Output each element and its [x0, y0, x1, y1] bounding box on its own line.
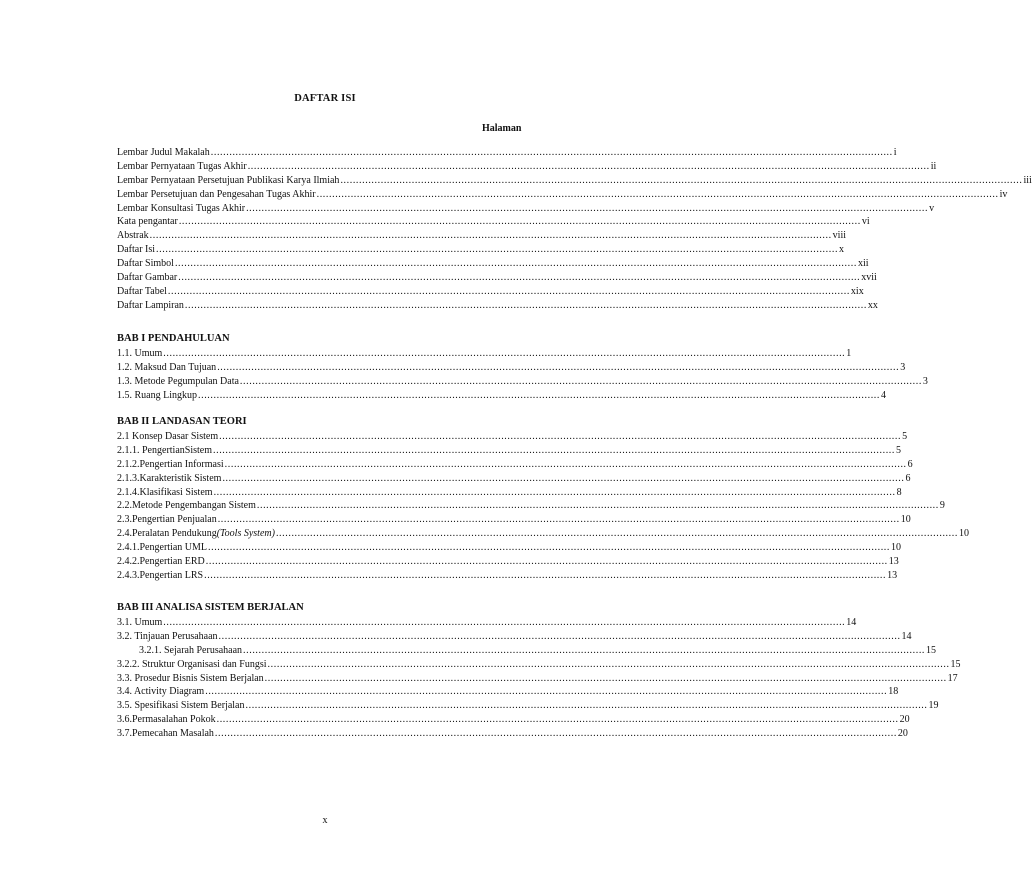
- toc-entry-page: 20: [897, 728, 908, 740]
- toc-entry-title: [117, 685, 204, 699]
- toc-entry-title: [117, 513, 217, 527]
- toc-entry-label: 2.1 Konsep Dasar Sistem: [117, 431, 219, 442]
- toc-entry-label-italic: (Tools System): [216, 528, 275, 540]
- toc-entry-page: 6: [905, 472, 911, 484]
- toc-entry-title: [117, 486, 213, 500]
- toc-entry-title: [117, 146, 210, 160]
- toc-entry: [117, 229, 847, 243]
- toc-entry-label: 1.5. Ruang Lingkup: [117, 389, 197, 401]
- toc-entry-label: 3.1. Umum: [117, 617, 163, 628]
- toc-entry-label: Daftar Isi: [117, 244, 156, 256]
- toc-entry-page: 20: [899, 714, 910, 726]
- toc-entry-label: 2.4.3.Pengertian LRS: [117, 569, 204, 581]
- toc-entry-page: 13: [887, 569, 898, 581]
- toc-entry-label: 2.1.2.Pengertian Informasi: [117, 458, 224, 470]
- toc-entry-label: 3.2.2. Struktur Organisasi dan Fungsi: [117, 658, 267, 670]
- toc-entry-label: Lembar Pernyataan Tugas Akhir: [117, 160, 247, 172]
- toc-entry-page: xx: [867, 299, 878, 311]
- dot-leader: ............................................................................................................................................................................................................................: [213, 486, 896, 498]
- toc-entry: [117, 672, 958, 686]
- toc-entry-page: vi: [861, 216, 870, 228]
- toc-entry-page: v: [929, 202, 935, 214]
- toc-entry-page: iii: [1023, 174, 1032, 186]
- toc-entry-title: [117, 658, 267, 672]
- toc-entry-title: [117, 727, 214, 741]
- toc-entry: [117, 486, 902, 500]
- toc-entry: [117, 146, 897, 160]
- toc-entry-label: Abstrak: [117, 230, 149, 242]
- chapter-3-section: [117, 600, 961, 741]
- toc-entry-page: iv: [999, 188, 1008, 200]
- chapter-heading: BAB II LANDASAN TEORI: [117, 416, 247, 427]
- chapter-2-section: [117, 414, 969, 583]
- toc-entry: [117, 271, 877, 285]
- dot-leader: ............................................................................................................................................................................................................................: [205, 686, 888, 698]
- dot-leader: ............................................................................................................................................................................................................................: [210, 147, 893, 158]
- toc-entry-page: 6: [907, 458, 913, 470]
- toc-entry-title: [117, 555, 205, 569]
- dot-leader: ............................................................................................................................................................................................................................: [264, 672, 947, 684]
- toc-entry-page: 13: [888, 556, 899, 568]
- toc-entry-title: [117, 361, 216, 375]
- toc-entry-label: 2.4.Peralatan Pendukung: [117, 528, 217, 540]
- toc-entry: [117, 347, 852, 361]
- toc-entry-label: Kata pengantar: [117, 216, 178, 228]
- toc-entry-title: [117, 202, 245, 216]
- toc-entry-label: 3.4. Activity Diagram: [117, 686, 205, 698]
- toc-entry-title: [117, 257, 174, 271]
- toc-entry-page: 3: [922, 375, 928, 387]
- dot-leader: ............................................................................................................................................................................................................................: [256, 500, 939, 512]
- toc-entry: [117, 713, 910, 727]
- dot-leader: ............................................................................................................................................................................................................................: [214, 728, 897, 740]
- toc-entry: [117, 472, 911, 486]
- toc-entry-label: 2.1.1. PengertianSistem: [117, 444, 212, 456]
- dot-leader: ............................................................................................................................................................................................................................: [217, 514, 900, 526]
- toc-entry-page: xvii: [861, 272, 877, 284]
- dot-leader: ............................................................................................................................................................................................................................: [267, 658, 950, 670]
- dot-leader: ............................................................................................................................................................................................................................: [340, 174, 1023, 186]
- toc-entry: [117, 174, 1032, 188]
- chapter-heading: BAB III ANALISA SISTEM BERJALAN: [117, 602, 304, 613]
- toc-entry: [117, 375, 928, 389]
- dot-leader: ............................................................................................................................................................................................................................: [184, 299, 867, 311]
- toc-entry-title: [117, 713, 216, 727]
- toc-entry-page: 18: [888, 686, 899, 698]
- toc-entry-label: 1.3. Metode Pegumpulan Data: [117, 375, 239, 387]
- toc-entry: [117, 527, 969, 541]
- toc-entry-title: [117, 389, 197, 403]
- toc-entry: [117, 430, 908, 444]
- toc-entry-label: Lembar Konsultasi Tugas Akhir: [117, 202, 246, 214]
- toc-entry-label: Lembar Persetujuan dan Pengesahan Tugas Akhir: [117, 188, 316, 200]
- toc-entry-label: 1.1. Umum: [117, 348, 163, 359]
- dot-leader: ............................................................................................................................................................................................................................: [156, 244, 839, 256]
- toc-entry-label: 2.2.Metode Pengembangan Sistem: [117, 500, 256, 512]
- dot-leader: ............................................................................................................................................................................................................................: [163, 348, 846, 359]
- toc-entry-page: ii: [930, 160, 937, 172]
- toc-entry: [117, 541, 901, 555]
- toc-entry: [117, 513, 911, 527]
- dot-leader: ............................................................................................................................................................................................................................: [213, 444, 895, 456]
- toc-entry: [117, 699, 939, 713]
- toc-entry-title: [117, 229, 149, 243]
- toc-entry-label: 3.5. Spesifikasi Sistem Berjalan: [117, 700, 245, 712]
- dot-leader: ............................................................................................................................................................................................................................: [239, 375, 922, 387]
- toc-entry-page: 17: [947, 672, 958, 684]
- toc-entry-label: 1.2. Maksud Dan Tujuan: [117, 361, 217, 373]
- toc-entry: [117, 389, 886, 403]
- toc-entry-page: 10: [891, 542, 901, 554]
- dot-leader: ............................................................................................................................................................................................................................: [219, 431, 902, 442]
- toc-entry: [117, 444, 901, 458]
- toc-entry: [117, 243, 845, 257]
- dot-leader: ............................................................................................................................................................................................................................: [217, 361, 900, 373]
- toc-entry-label: Lembar Judul Makalah: [117, 147, 210, 158]
- toc-entry-title: [117, 458, 224, 472]
- toc-entry-title: [117, 499, 256, 513]
- dot-leader: ............................................................................................................................................................................................................................: [198, 389, 880, 401]
- toc-entry-label: 3.2.1. Sejarah Perusahaan: [139, 644, 243, 656]
- toc-entry-label: 2.1.4.Klasifikasi Sistem: [117, 486, 213, 498]
- toc-entry: [117, 685, 899, 699]
- toc-entry-title: [117, 644, 242, 658]
- toc-entry-title: [117, 569, 203, 583]
- chapter-1-section: [117, 331, 928, 403]
- toc-entry-page: 9: [939, 500, 945, 512]
- dot-leader: ............................................................................................................................................................................................................................: [149, 230, 832, 242]
- toc-entry-title: [117, 188, 316, 202]
- dot-leader: ............................................................................................................................................................................................................................: [243, 644, 926, 656]
- toc-entry-page: 4: [881, 389, 886, 401]
- halaman-label: Halaman: [482, 123, 522, 134]
- toc-entry-label: Lembar Pernyataan Persetujuan Publikasi Karya Ilmiah: [117, 174, 340, 186]
- toc-entry-page: 10: [900, 514, 911, 526]
- toc-entry-page: i: [893, 147, 897, 158]
- toc-entry-label: 3.2. Tinjauan Perusahaan: [117, 630, 218, 642]
- toc-entry-page: viii: [832, 230, 847, 242]
- toc-entry-page: 19: [928, 700, 939, 712]
- toc-entry: [117, 569, 898, 583]
- toc-entry: [117, 202, 935, 216]
- toc-entry-page: 15: [926, 644, 937, 656]
- toc-entry-title: [117, 160, 247, 174]
- dot-leader: ............................................................................................................................................................................................................................: [316, 188, 999, 200]
- toc-entry: [117, 285, 864, 299]
- toc-entry-page: 5: [902, 431, 908, 442]
- toc-entry-title: [117, 271, 177, 285]
- toc-entry-title: [117, 444, 212, 458]
- toc-entry-title: [117, 672, 264, 686]
- dot-leader: ............................................................................................................................................................................................................................: [245, 700, 928, 712]
- toc-entry: [117, 215, 870, 229]
- dot-leader: ............................................................................................................................................................................................................................: [174, 258, 857, 270]
- toc-entry: [117, 299, 878, 313]
- toc-entry-title: [117, 630, 218, 644]
- toc-entry: [117, 458, 913, 472]
- toc-entry-label: Daftar Lampiran: [117, 299, 184, 311]
- dot-leader: ............................................................................................................................................................................................................................: [216, 714, 899, 726]
- toc-entry: [117, 727, 908, 741]
- toc-entry-title: [117, 527, 275, 541]
- toc-entry-label: 2.4.2.Pengertian ERD: [117, 556, 205, 568]
- toc-entry-title: [117, 174, 339, 188]
- toc-entry-label: Daftar Tabel: [117, 285, 167, 297]
- toc-entry-label: 2.4.1.Pengertian UML: [117, 542, 207, 554]
- toc-entry-label: Daftar Gambar: [117, 272, 178, 284]
- dot-leader: ............................................................................................................................................................................................................................: [222, 472, 905, 484]
- page-number: x: [322, 815, 328, 826]
- toc-entry-title: [117, 299, 184, 313]
- toc-entry: [117, 499, 945, 513]
- toc-entry-page: 14: [846, 617, 857, 628]
- toc-entry-page: 1: [846, 348, 852, 359]
- toc-entry: [117, 555, 899, 569]
- toc-entry: [117, 630, 912, 644]
- toc-entry-page: 14: [901, 630, 912, 642]
- toc-entry-title: [117, 541, 207, 555]
- toc-entry-page: 10: [958, 528, 969, 540]
- toc-entry-page: xix: [850, 285, 864, 297]
- dot-leader: ............................................................................................................................................................................................................................: [178, 216, 861, 228]
- toc-entry: [117, 644, 937, 658]
- toc-entry: [117, 361, 906, 375]
- toc-entry-title: [117, 616, 162, 630]
- toc-entry-page: xii: [857, 258, 869, 270]
- dot-leader: ............................................................................................................................................................................................................................: [275, 528, 958, 540]
- toc-entry-title: [117, 699, 245, 713]
- dot-leader: ............................................................................................................................................................................................................................: [224, 458, 907, 470]
- chapter-heading: BAB I PENDAHULUAN: [117, 333, 230, 344]
- toc-entry: [117, 658, 961, 672]
- toc-entry-title: [117, 347, 162, 361]
- dot-leader: ............................................................................................................................................................................................................................: [218, 630, 901, 642]
- toc-entry-title: [117, 243, 155, 257]
- page-title: DAFTAR ISI: [294, 93, 356, 104]
- toc-entry-label: 3.3. Prosedur Bisnis Sistem Berjalan: [117, 672, 264, 684]
- toc-entry-page: x: [839, 244, 845, 256]
- dot-leader: ............................................................................................................................................................................................................................: [167, 285, 850, 297]
- dot-leader: ............................................................................................................................................................................................................................: [246, 202, 929, 214]
- toc-entry-title: [117, 375, 239, 389]
- dot-leader: ............................................................................................................................................................................................................................: [247, 160, 930, 172]
- toc-entry-label: Daftar Simbol: [117, 258, 174, 270]
- toc-entry-page: 5: [896, 444, 901, 456]
- dot-leader: ............................................................................................................................................................................................................................: [208, 542, 890, 554]
- toc-entry: [117, 257, 869, 271]
- toc-entry: [117, 616, 857, 630]
- toc-entry: [117, 160, 937, 174]
- toc-entry-page: 8: [896, 486, 902, 498]
- toc-entry-label: 2.3.Pengertian Penjualan: [117, 514, 217, 526]
- toc-entry-page: 15: [950, 658, 961, 670]
- toc-entry-title: [117, 430, 218, 444]
- toc-entry-page: 3: [900, 361, 906, 373]
- dot-leader: ............................................................................................................................................................................................................................: [178, 272, 861, 284]
- toc-entry-label: 3.6.Permasalahan Pokok: [117, 714, 216, 726]
- dot-leader: ............................................................................................................................................................................................................................: [204, 569, 887, 581]
- front-matter-list: [117, 146, 1032, 313]
- toc-entry-label: 3.7.Pemecahan Masalah: [117, 728, 214, 740]
- dot-leader: ............................................................................................................................................................................................................................: [205, 556, 888, 568]
- toc-entry-title: [117, 285, 167, 299]
- toc-entry-title: [117, 472, 221, 486]
- toc-entry-title: [117, 215, 178, 229]
- toc-entry-label: 2.1.3.Karakteristik Sistem: [117, 472, 222, 484]
- dot-leader: ............................................................................................................................................................................................................................: [163, 617, 846, 628]
- toc-entry: [117, 188, 1008, 202]
